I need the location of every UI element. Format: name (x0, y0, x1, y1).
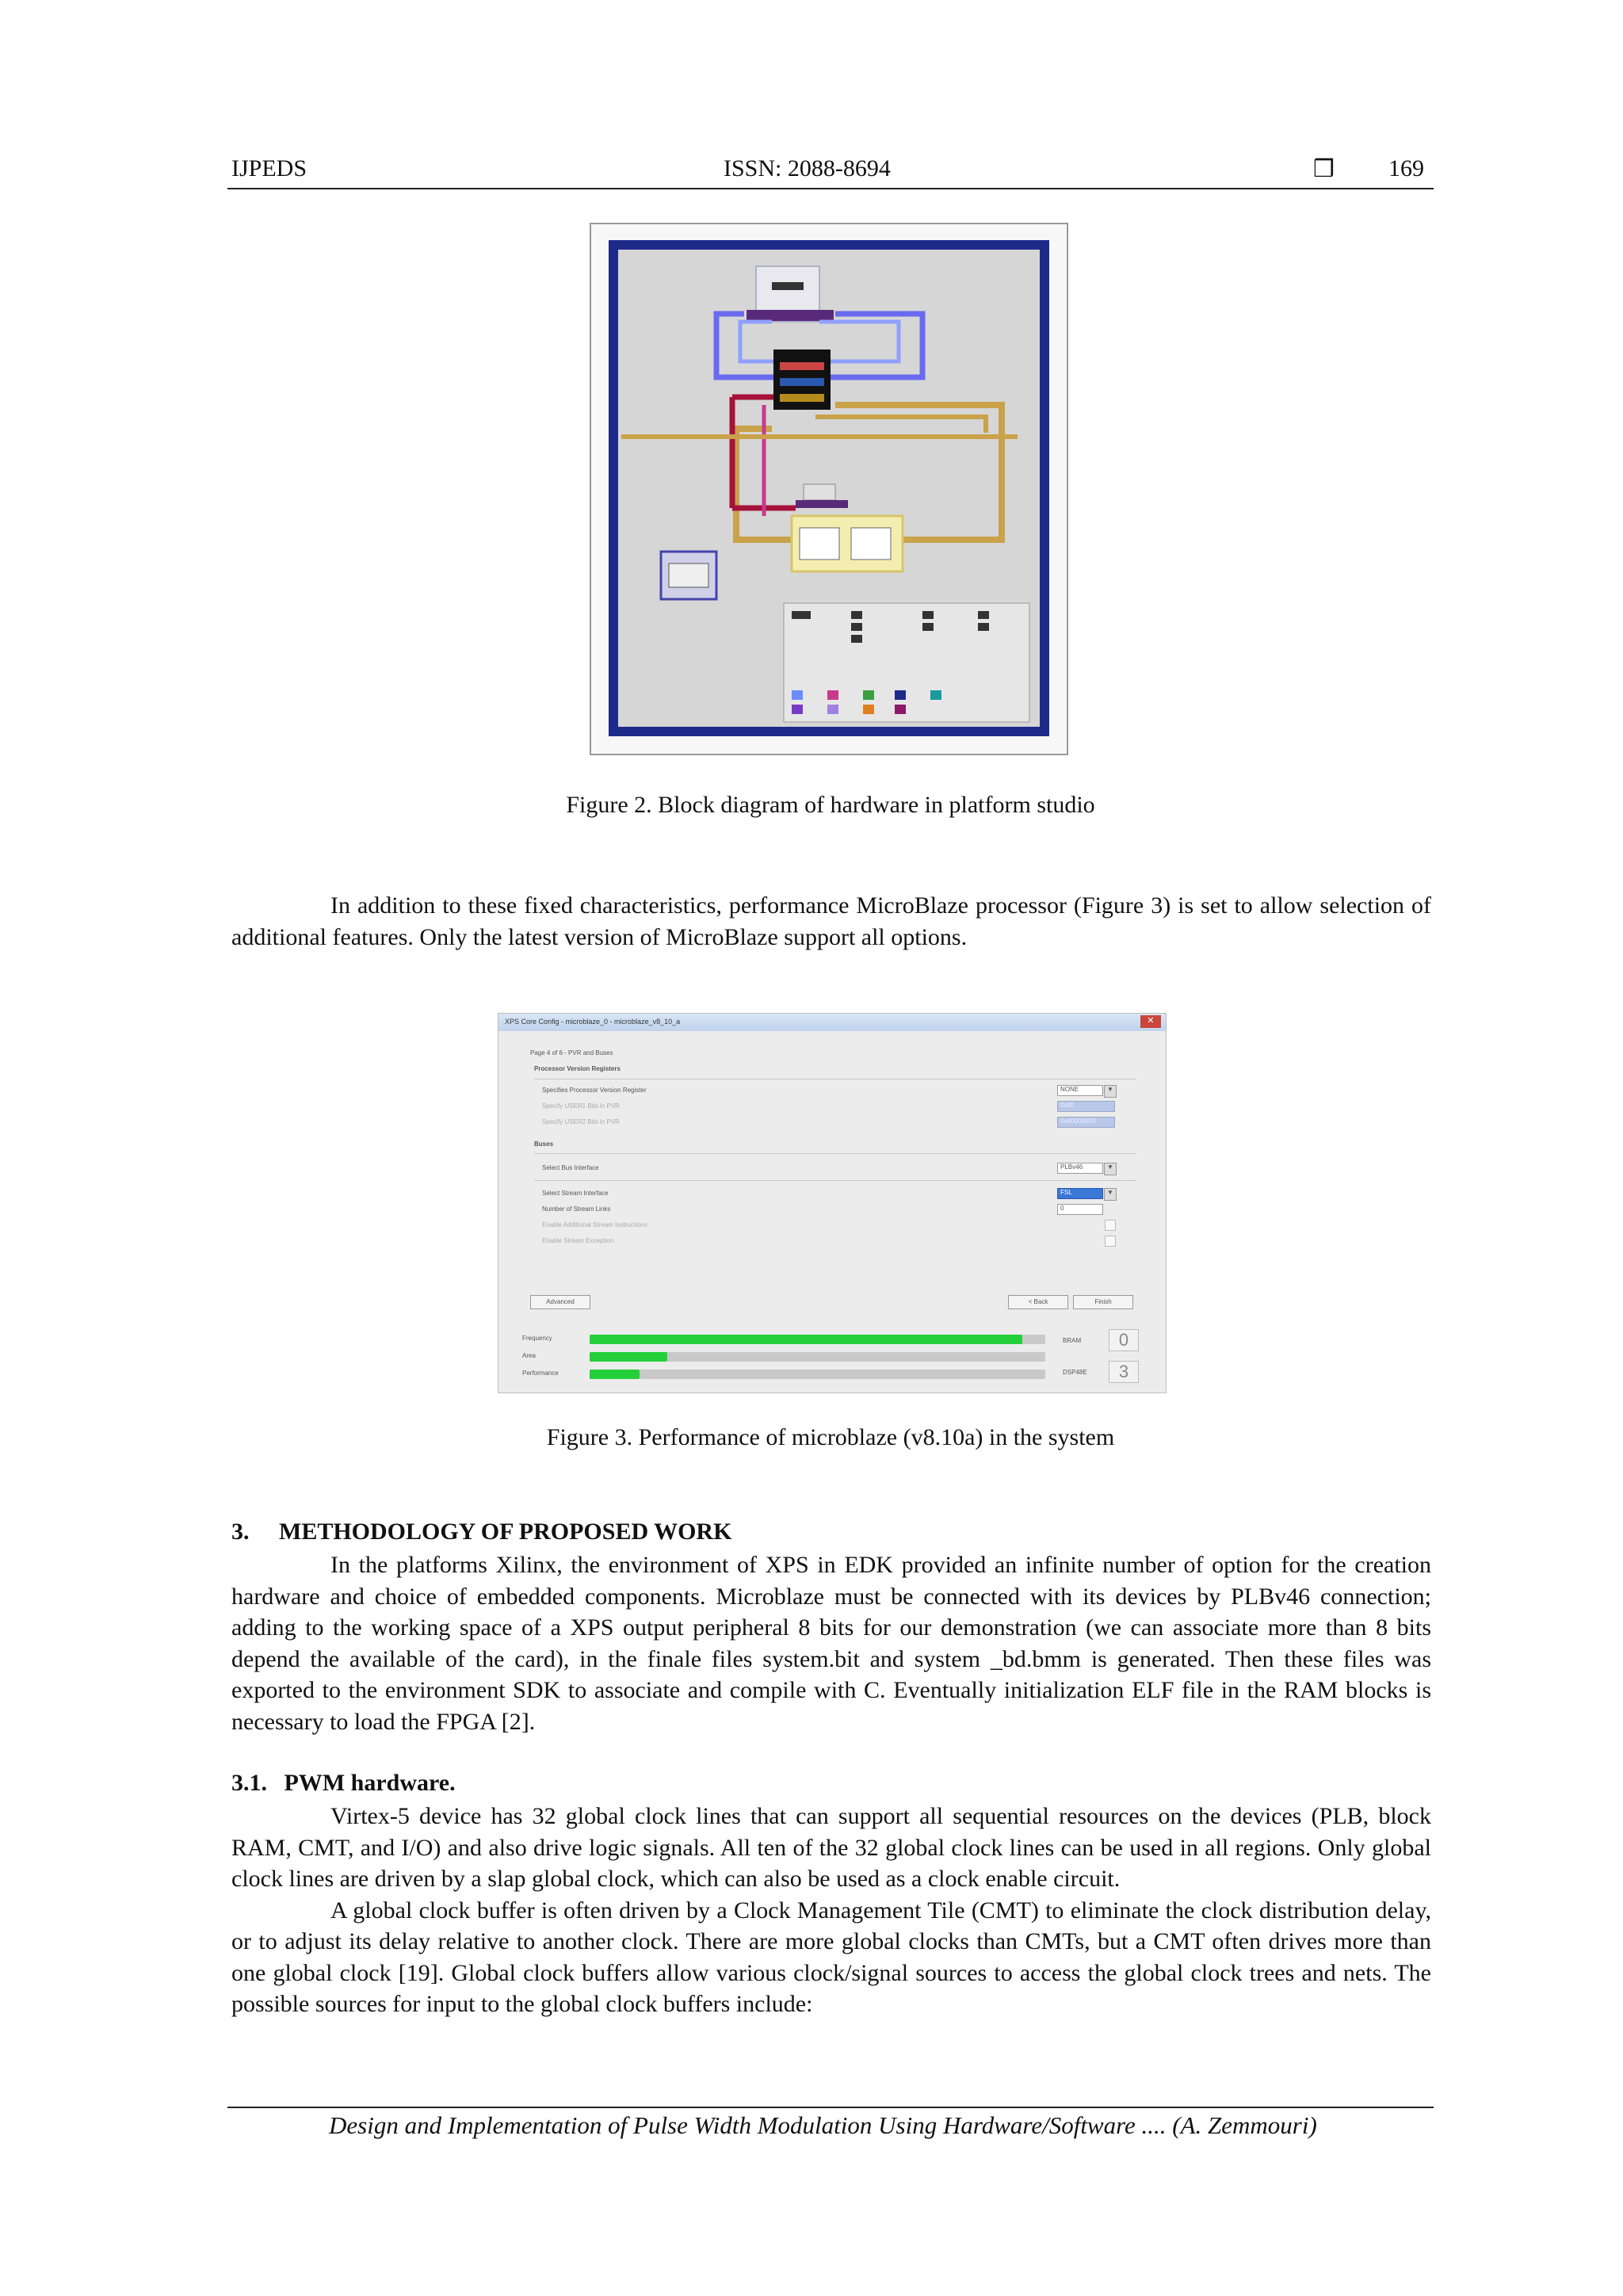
advanced-button[interactable]: Advanced (530, 1295, 590, 1309)
dsp-value: 3 (1109, 1361, 1139, 1383)
footer-rule (227, 2107, 1434, 2108)
section-31-body (231, 1801, 1431, 2020)
add-stream-checkbox[interactable] (1105, 1220, 1116, 1231)
figure-3-xps-dialog (498, 1013, 1167, 1393)
back-button[interactable]: < Back (1008, 1295, 1068, 1309)
section-31-p1: Virtex-5 device has 32 global clock lines that can support all sequential resources on the devices (PLB, block RAM, CMT, and I/O) and also drive logic signals. All ten of the 32 global clock lines can be used in all regions. Only global clock lines are driven by a slap global clock, which can also be used as a clock enable circuit. (231, 1803, 1431, 1892)
row-user1-label: Specify USER1 Bits in PVR (542, 1102, 620, 1110)
user1-field[interactable]: 0x00 (1057, 1101, 1115, 1112)
row-user2-label: Specify USER2 Bits in PVR (542, 1118, 620, 1125)
title-bar (498, 1014, 1166, 1031)
chevron-down-icon[interactable]: ▼ (1104, 1163, 1117, 1175)
section-3-title: METHODOLOGY OF PROPOSED WORK (279, 1519, 732, 1545)
header-rule (227, 188, 1434, 189)
row-bus-if-label: Select Bus Interface (542, 1164, 599, 1171)
bram-label: BRAM (1063, 1337, 1082, 1344)
section-31-heading (231, 1770, 456, 1797)
window-title: XPS Core Config - microblaze_0 - microblaze_v8_10_a (505, 1018, 681, 1026)
section-buses: Buses (534, 1140, 554, 1148)
close-icon[interactable]: ✕ (1140, 1015, 1161, 1028)
page-number: 169 (1388, 155, 1424, 181)
section-31-title: PWM hardware. (284, 1770, 456, 1796)
row-stream-exc-label: Enable Stream Exception (542, 1237, 614, 1244)
journal-name: IJPEDS (231, 155, 307, 181)
row-add-stream-label: Enable Additional Stream Instructions (542, 1221, 647, 1228)
section-31-p2: A global clock buffer is often driven by a Clock Management Tile (CMT) to eliminate the clock distribution delay, or to adjust its delay relative to another clock. There are more global clocks than CMTs, but a CMT often drives more than one global clock [19]. Global clock buffers allow various clock/signal sources to access the global clock trees and nets. The possible sources for input to the global clock buffers include: (231, 1897, 1431, 2017)
issn: ISSN: 2088-8694 (724, 155, 891, 181)
metric-area-label: Area (522, 1352, 536, 1359)
stream-exc-checkbox[interactable] (1105, 1236, 1116, 1247)
performance-bar (590, 1370, 1045, 1379)
finish-button[interactable]: Finish (1073, 1295, 1133, 1309)
box-glyph-icon: ❒ (1313, 156, 1335, 182)
pvr-select[interactable]: NONE (1057, 1085, 1103, 1096)
figure-2-block-diagram (590, 223, 1068, 755)
metric-performance-label: Performance (522, 1370, 559, 1377)
row-stream-links-label: Number of Stream Links (542, 1205, 611, 1213)
paragraph-intro (231, 890, 1431, 953)
section-31-number: 3.1. (231, 1770, 267, 1796)
page-title: Page 4 of 6 - PVR and Buses (530, 1049, 613, 1056)
chevron-down-icon[interactable]: ▼ (1104, 1188, 1117, 1201)
metric-frequency-label: Frequency (522, 1335, 552, 1342)
row-stream-if-label: Select Stream Interface (542, 1190, 609, 1197)
footer-text: Design and Implementation of Pulse Width Modulation Using Hardware/Software .... (A. Zemmouri) (329, 2111, 1317, 2139)
bram-value: 0 (1109, 1329, 1139, 1351)
bus-if-select[interactable]: PLBv46 (1057, 1163, 1103, 1174)
dsp-label: DSP48E (1063, 1369, 1087, 1376)
section-3-heading (231, 1519, 731, 1545)
area-bar (590, 1352, 1045, 1362)
section-3-text: In the platforms Xilinx, the environment of XPS in EDK provided an infinite number of option for the creation hardware and choice of embedded components. Microblaze must be connected with its devices by PLBv46 connection; adding to the working space of a XPS output peripheral 8 bits for our demonstration (we can associate more than 8 bits depend the available of the card), in the finale files system.bit and system _bd.bmm is generated. Then these files was exported to the environment SDK to associate and compile with C. Eventually initialization ELF file in the RAM blocks is necessary to load the FPGA [2]. (231, 1552, 1431, 1735)
section-3-body (231, 1549, 1431, 1737)
user2-field[interactable]: 0x00000000 (1057, 1117, 1115, 1128)
stream-if-select[interactable]: FSL (1057, 1188, 1103, 1199)
frequency-bar (590, 1335, 1045, 1344)
figure-2-caption: Figure 2. Block diagram of hardware in platform studio (566, 792, 1095, 818)
chevron-down-icon[interactable]: ▼ (1104, 1085, 1117, 1098)
section-3-number: 3. (231, 1519, 250, 1545)
paragraph-intro-text: In addition to these fixed characteristics, performance MicroBlaze processor (Figure 3) is set to allow selection of additional features. Only the latest version of MicroBlaze support all options. (231, 892, 1431, 950)
stream-links-stepper[interactable]: 0 (1057, 1204, 1103, 1215)
figure-3-caption: Figure 3. Performance of microblaze (v8.10a) in the system (546, 1424, 1115, 1450)
section-pvr: Processor Version Registers (534, 1065, 621, 1072)
row-pvr-label: Specifies Processor Version Register (542, 1087, 647, 1094)
